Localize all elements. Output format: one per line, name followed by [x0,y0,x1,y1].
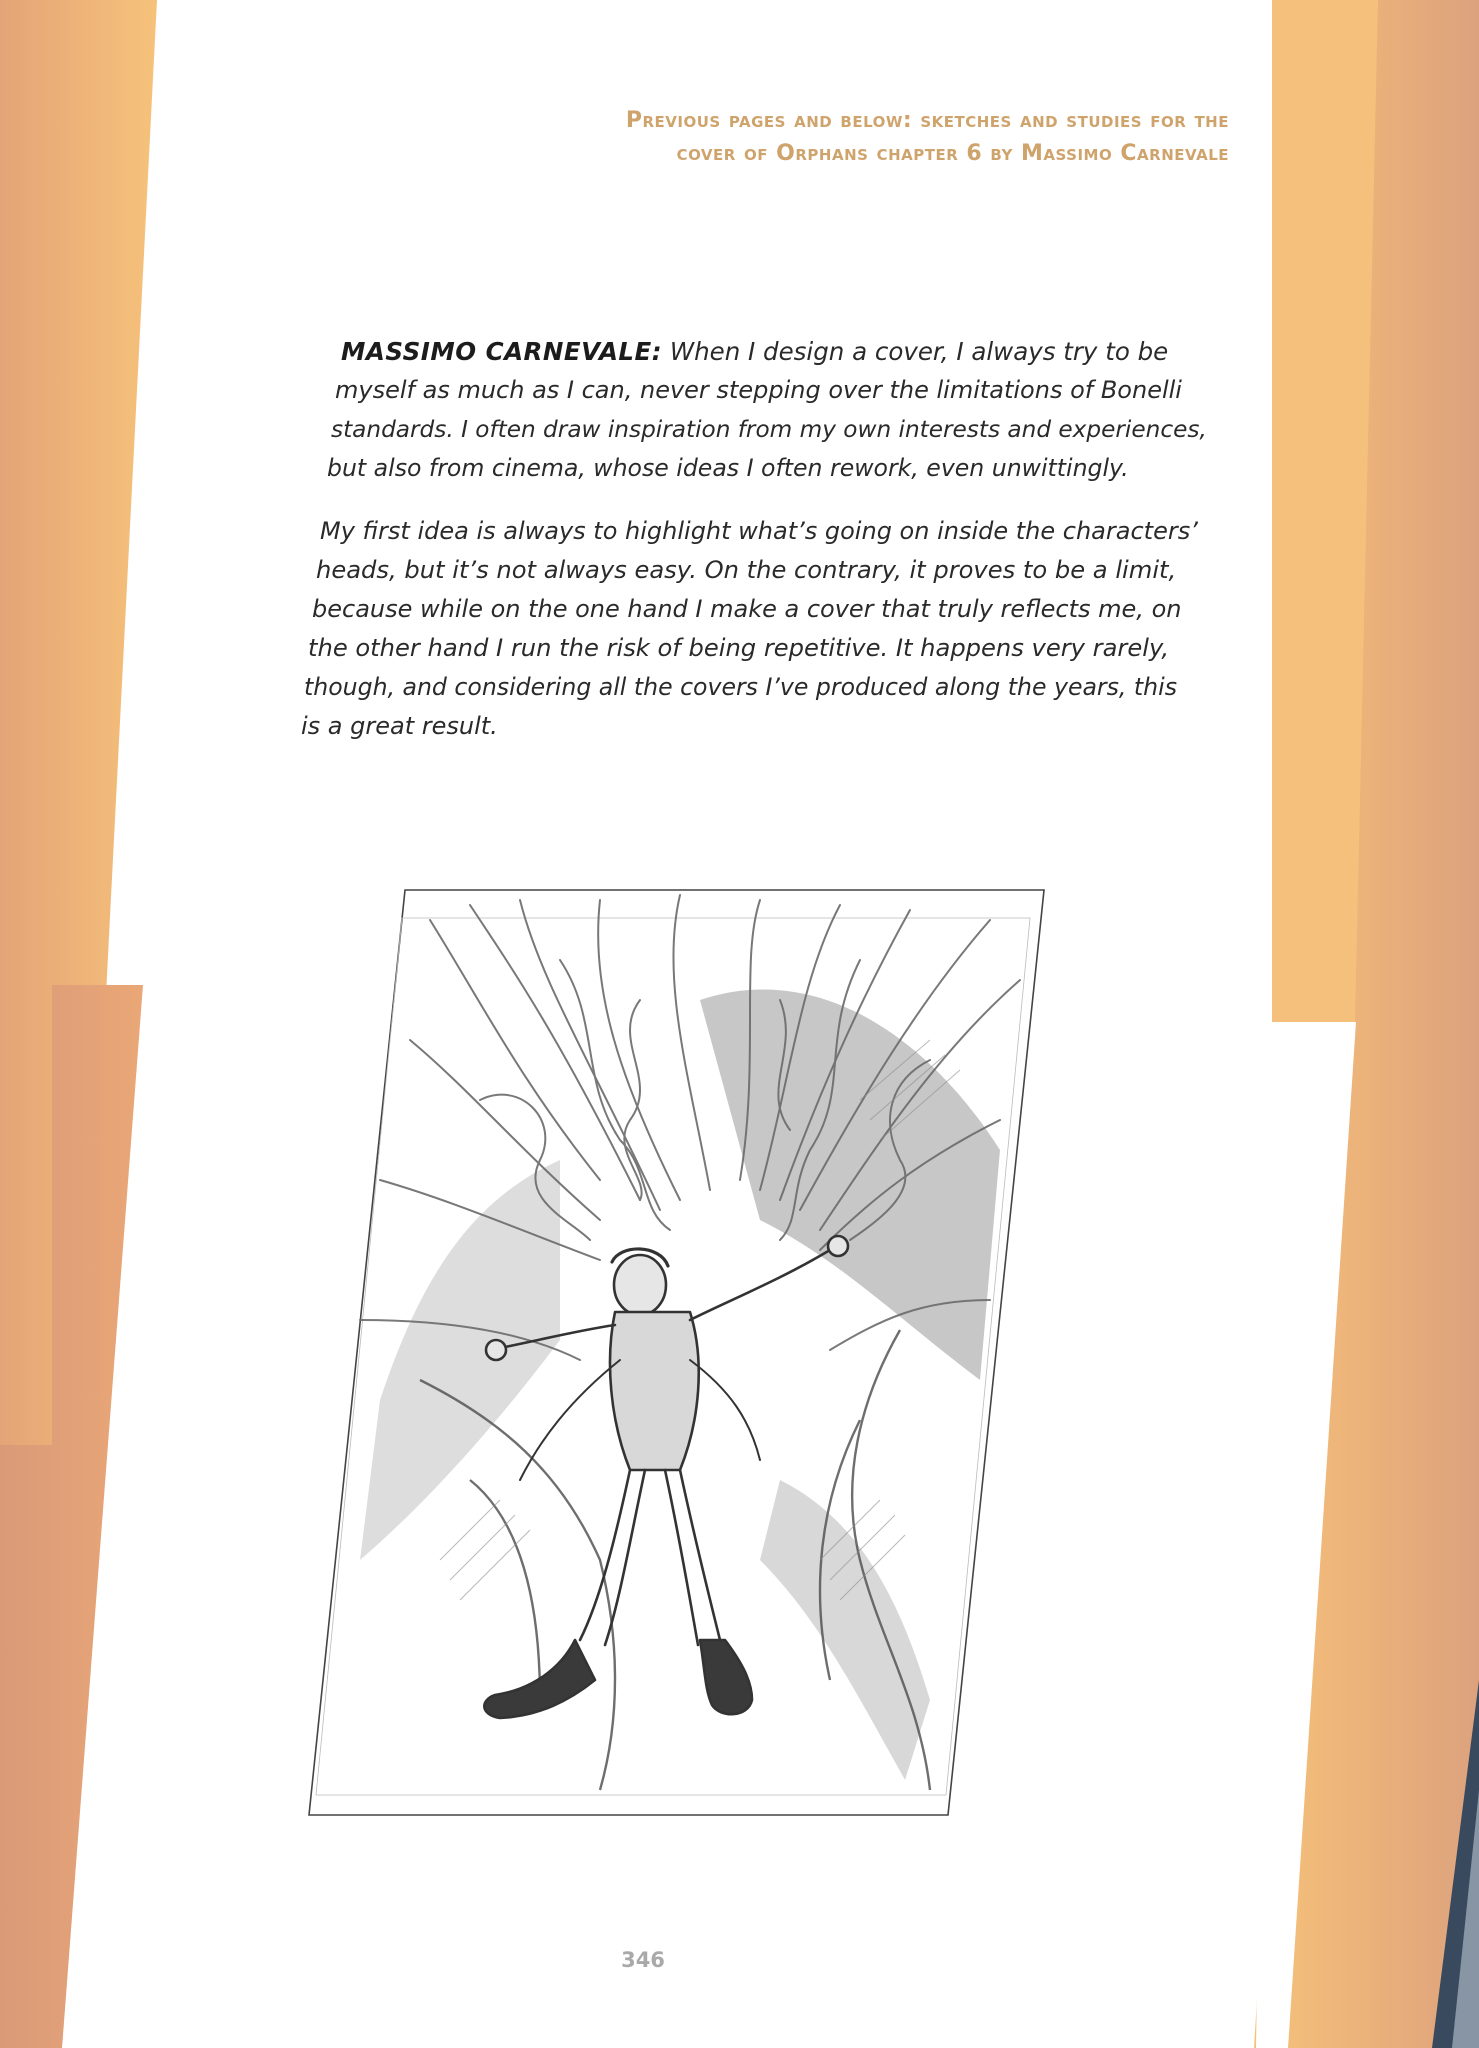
paragraph-1 [327,332,1207,488]
speaker-name: MASSIMO CARNEVALE: [341,337,663,366]
page-number: 346 [621,1948,665,1972]
text-line: but also from cinema, whose ideas I often rework, even unwittingly. [327,454,1129,482]
figure-caption [529,104,1229,170]
text-line: because while on the one hand I make a cover that truly reflects me, on [312,595,1182,623]
text-line: standards. I often draw inspiration from my own interests and experiences, [331,416,1207,443]
text-line [330,332,1207,371]
text-line: though, and considering all the covers I’ve produced along the years, this [304,673,1177,701]
text-line: myself as much as I can, never stepping over the limitations of Bonelli [335,376,1182,404]
text-line: is a great result. [301,712,498,740]
text-line-content: When I design a cover, I always try to be [662,337,1169,366]
paragraph-2 [300,512,1198,746]
caption-line: cover of Orphans chapter 6 by Massimo Carnevale [676,141,1229,166]
text-line: the other hand I run the risk of being repetitive. It happens very rarely, [308,634,1170,662]
text-line: My first idea is always to highlight what’s going on inside the characters’ [320,517,1198,545]
caption-line: Previous pages and below: sketches and studies for the [625,108,1229,133]
text-line: heads, but it’s not always easy. On the contrary, it proves to be a limit, [316,556,1177,584]
